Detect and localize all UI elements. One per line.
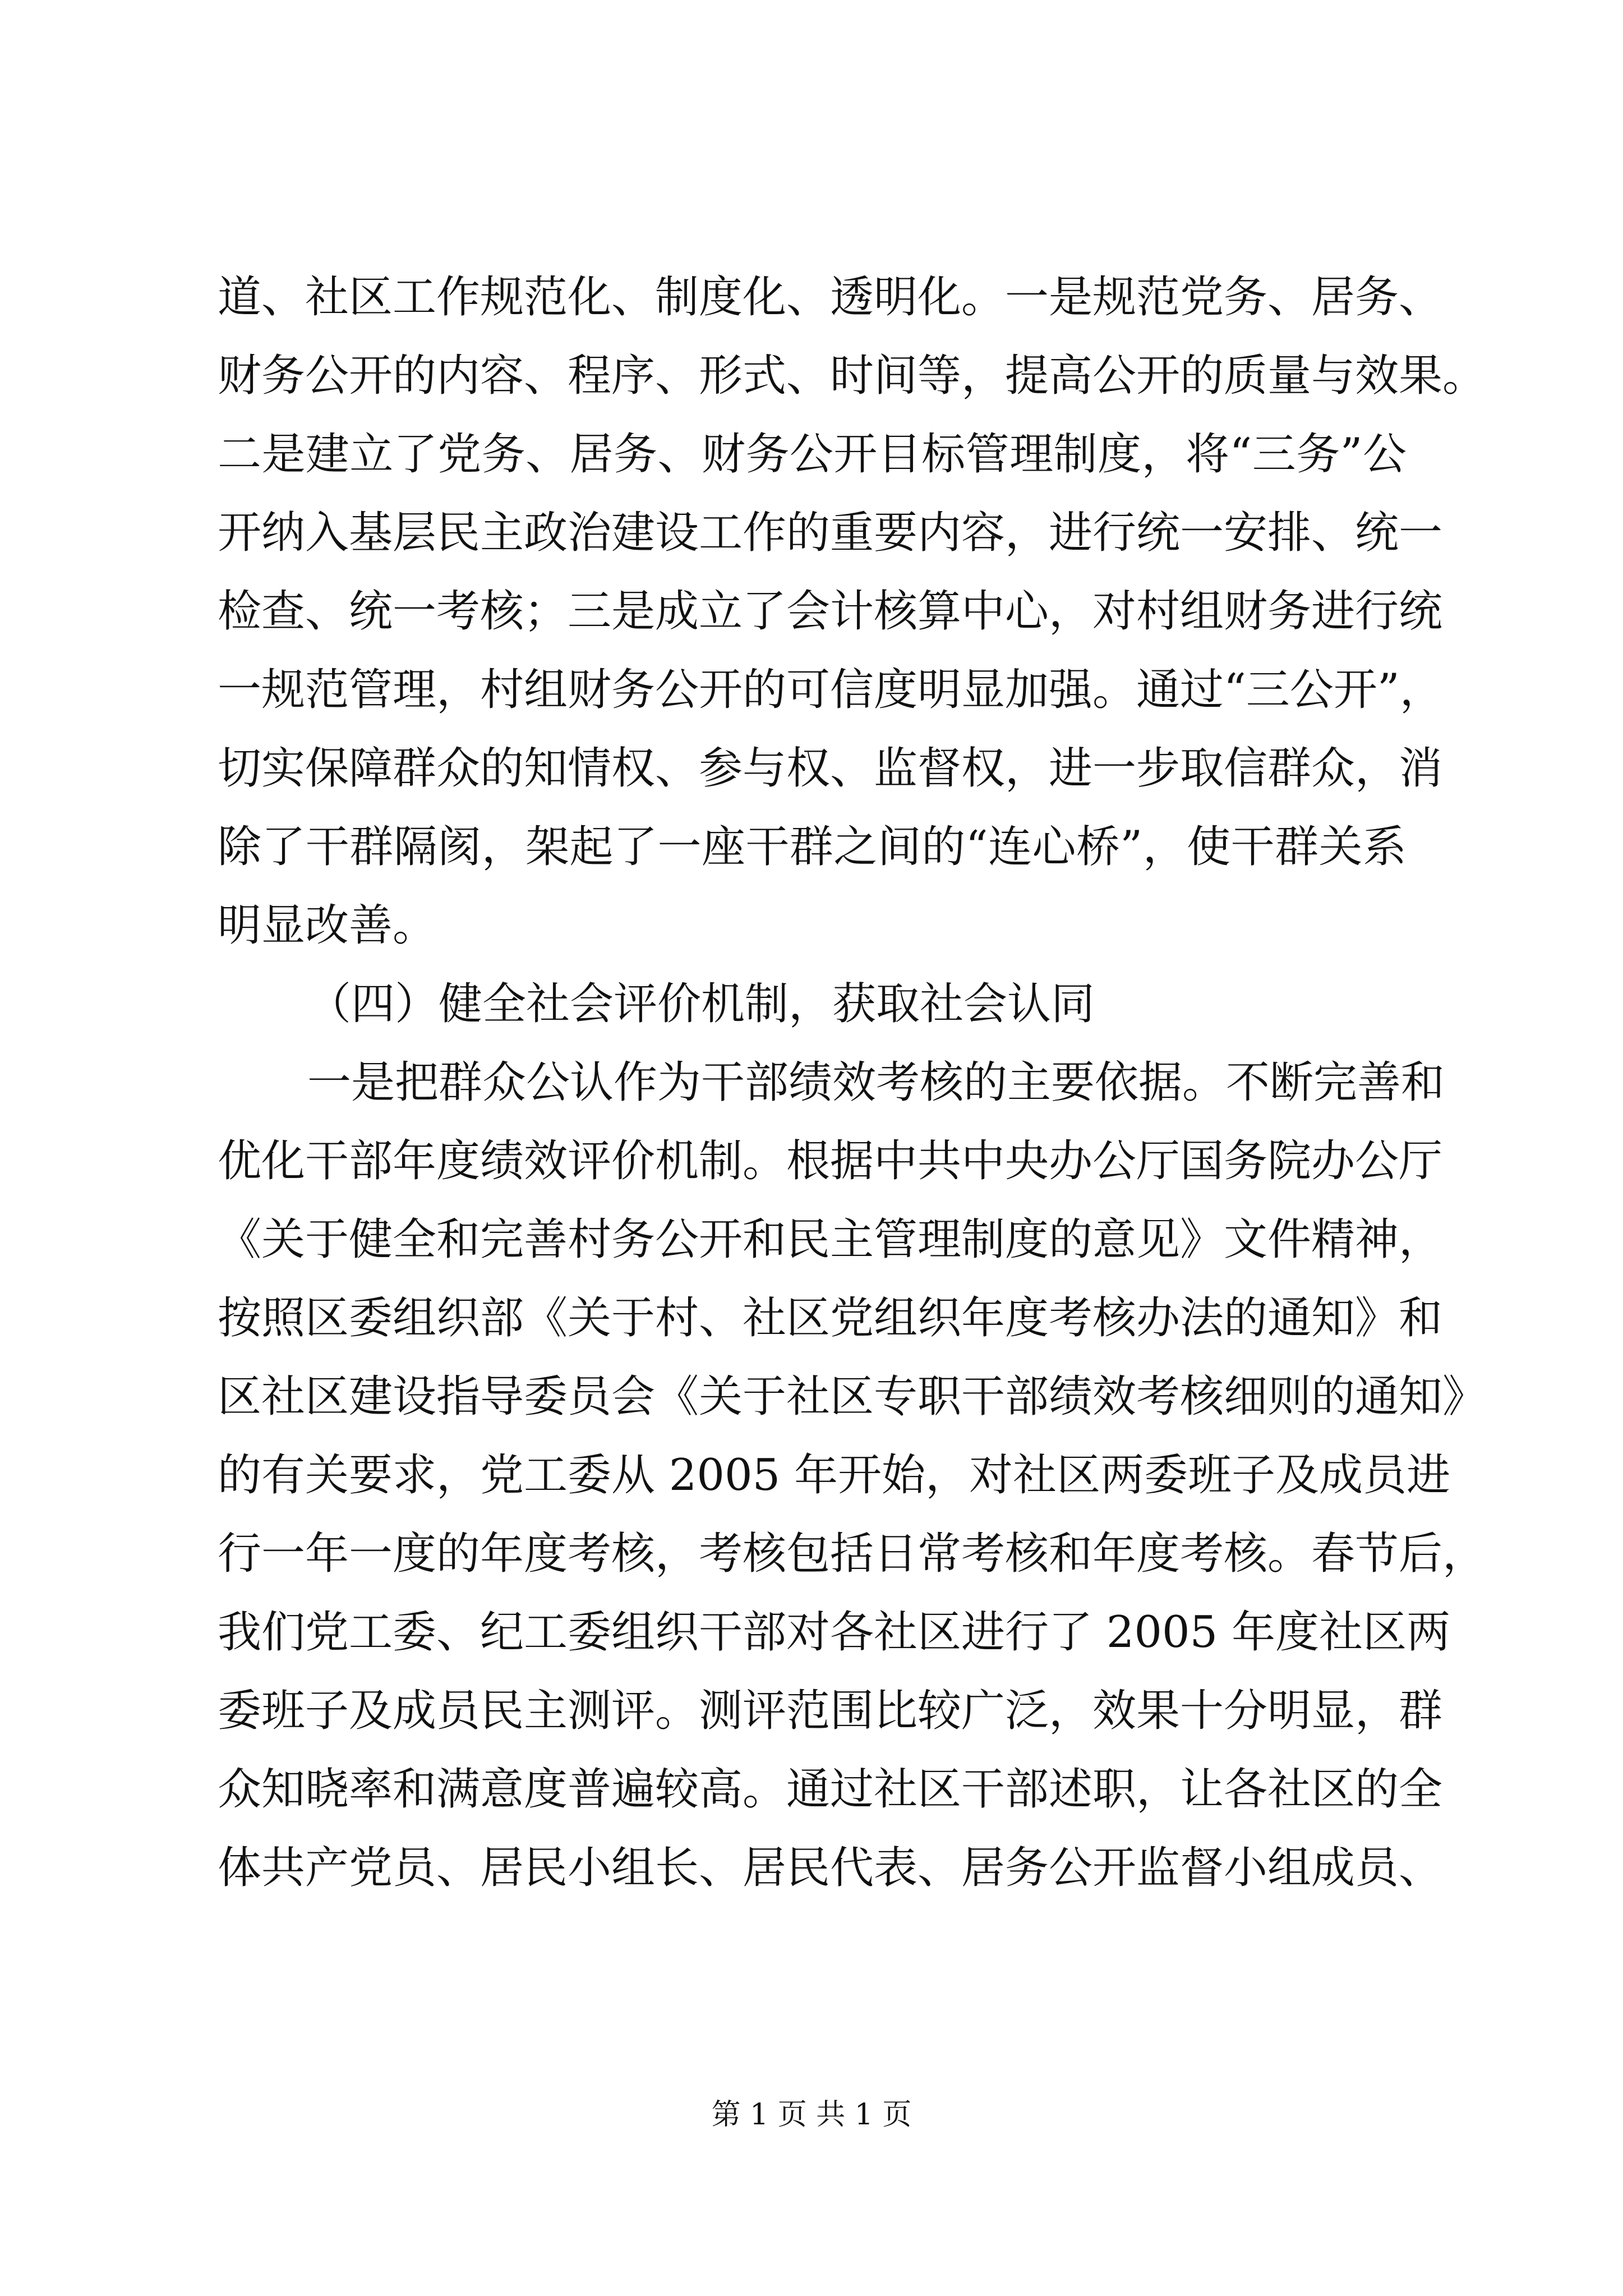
paragraph-line: 明显改善。 <box>218 900 437 951</box>
paragraph-line: 我们党工委、纪工委组织干部对各社区进行了 2005 年度社区两 <box>218 1607 1451 1658</box>
paragraph-line: 体共产党员、居民小组长、居民代表、居务公开监督小组成员、 <box>218 1843 1443 1893</box>
paragraph-line: 委班子及成员民主测评。测评范围比较广泛，效果十分明显，群 <box>218 1686 1443 1736</box>
paragraph-line: 区社区建设指导委员会《关于社区专职干部绩效考核细则的通知》 <box>218 1372 1487 1422</box>
paragraph-line: 开纳入基层民主政治建设工作的重要内容，进行统一安排、统一 <box>218 508 1443 558</box>
paragraph-line: 优化干部年度绩效评价机制。根据中共中央办公厅国务院办公厅 <box>218 1136 1443 1186</box>
paragraph-line: 道、社区工作规范化、制度化、透明化。一是规范党务、居务、 <box>218 272 1443 323</box>
paragraph-line: 财务公开的内容、程序、形式、时间等，提高公开的质量与效果。 <box>218 351 1487 401</box>
paragraph-line: 按照区委组织部《关于村、社区党组织年度考核办法的通知》和 <box>218 1293 1443 1343</box>
paragraph-line: 的有关要求，党工委从 2005 年开始，对社区两委班子及成员进 <box>218 1450 1451 1501</box>
page-number-footer: 第 1 页 共 1 页 <box>711 2098 912 2132</box>
paragraph-line: 除了干群隔阂，架起了一座干群之间的“连心桥”，使干群关系 <box>218 822 1407 872</box>
paragraph-line: 一是把群众公认作为干部绩效考核的主要依据。不断完善和 <box>307 1057 1445 1108</box>
paragraph-line: 切实保障群众的知情权、参与权、监督权，进一步取信群众，消 <box>218 743 1443 794</box>
paragraph-line: 检查、统一考核；三是成立了会计核算中心，对村组财务进行统 <box>218 586 1443 637</box>
paragraph-line: 《关于健全和完善村务公开和民主管理制度的意见》文件精神， <box>218 1214 1443 1265</box>
paragraph-line: 一规范管理，村组财务公开的可信度明显加强。通过“三公开”， <box>218 665 1444 715</box>
paragraph-line: 二是建立了党务、居务、财务公开目标管理制度，将“三务”公 <box>218 429 1407 480</box>
section-heading: （四）健全社会评价机制，获取社会认同 <box>307 979 1095 1029</box>
paragraph-line: 众知晓率和满意度普遍较高。通过社区干部述职，让各社区的全 <box>218 1764 1443 1815</box>
paragraph-line: 行一年一度的年度考核，考核包括日常考核和年度考核。春节后， <box>218 1529 1487 1579</box>
